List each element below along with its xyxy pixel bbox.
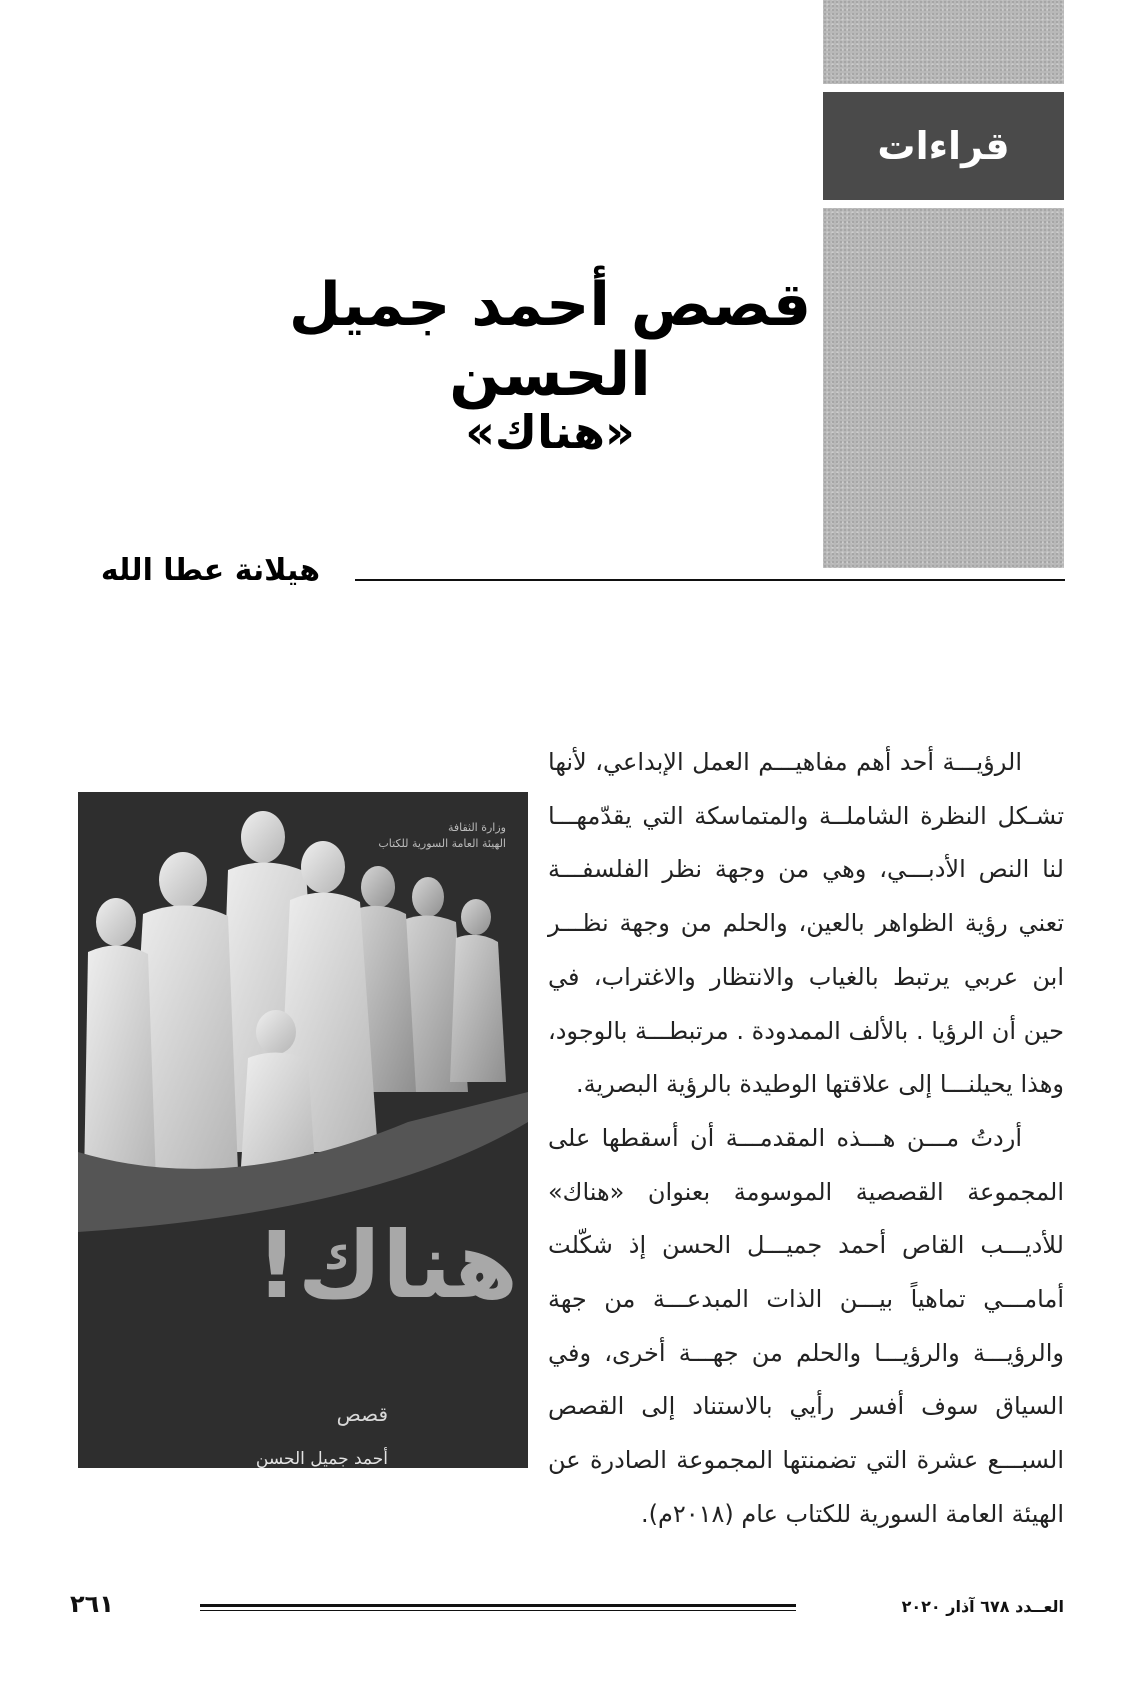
book-genre: قصص (336, 1402, 388, 1426)
article-subtitle: «هناك» (465, 405, 635, 459)
book-title: هناك! (255, 1212, 518, 1319)
decorative-gray-block-top (823, 0, 1064, 84)
section-label: قراءات (823, 92, 1064, 200)
article-title: قصص أحمد جميل الحسن (288, 270, 812, 410)
publisher-line: وزارة الثقافة (447, 821, 506, 834)
book-cover-image (78, 792, 528, 1468)
publisher-line: الهيئة العامة السورية للكتاب (378, 837, 506, 850)
page-number: ٢٦١ (70, 1590, 114, 1618)
sculpture-illustration (78, 792, 528, 1468)
footer-rule-thin (200, 1610, 796, 1611)
author-rule (355, 579, 1065, 581)
article-body (548, 736, 1064, 1542)
issue-info: العــدد ٦٧٨ آذار ٢٠٢٠ (901, 1597, 1064, 1616)
paragraph: أردتُ مـــن هـــذه المقدمـــة أن أسقطها على المجموعة القصصية الموسومة بعنوان «هناك» للأديـــب القاص أحمد جميـــل الحسن إذ شكّلت أمامـــي تماهياً بيـــن الذات المبدعـــة من جهة والرؤيـــة والرؤيـــا والحلم من جهـــة أخرى، وفي السياق سوف أفسر رأيي بالاستناد إلى القصص السبـــع عشرة التي تضمنتها المجموعة الصادرة عن الهيئة العامة السورية للكتاب عام (٢٠١٨م). (548, 1123, 1064, 1528)
footer-rule (200, 1604, 796, 1607)
book-author: أحمد جميل الحسن (255, 1449, 388, 1468)
author-name: هيلانة عطا الله (100, 553, 320, 588)
paragraph: الرؤيـــة أحد أهم مفاهيـــم العمل الإبداعي، لأنها تشـكل النظرة الشاملــة والمتماسكة التي يقدّمهـــا لنا النص الأدبـــي، وهي من وجهة نظر الفلسفـــة تعني رؤية الظواهر بالعين، والحلم من وجهة نظـــر ابن عربي يرتبط بالغياب والانتظار والاغتراب، في حين أن الرؤيا . بالألف الممدودة . مرتبطـــة بالوجود، وهذا يحيلنـــا إلى علاقتها الوطيدة بالرؤية البصرية. (548, 748, 1064, 1099)
publisher-logo-text (356, 820, 506, 852)
